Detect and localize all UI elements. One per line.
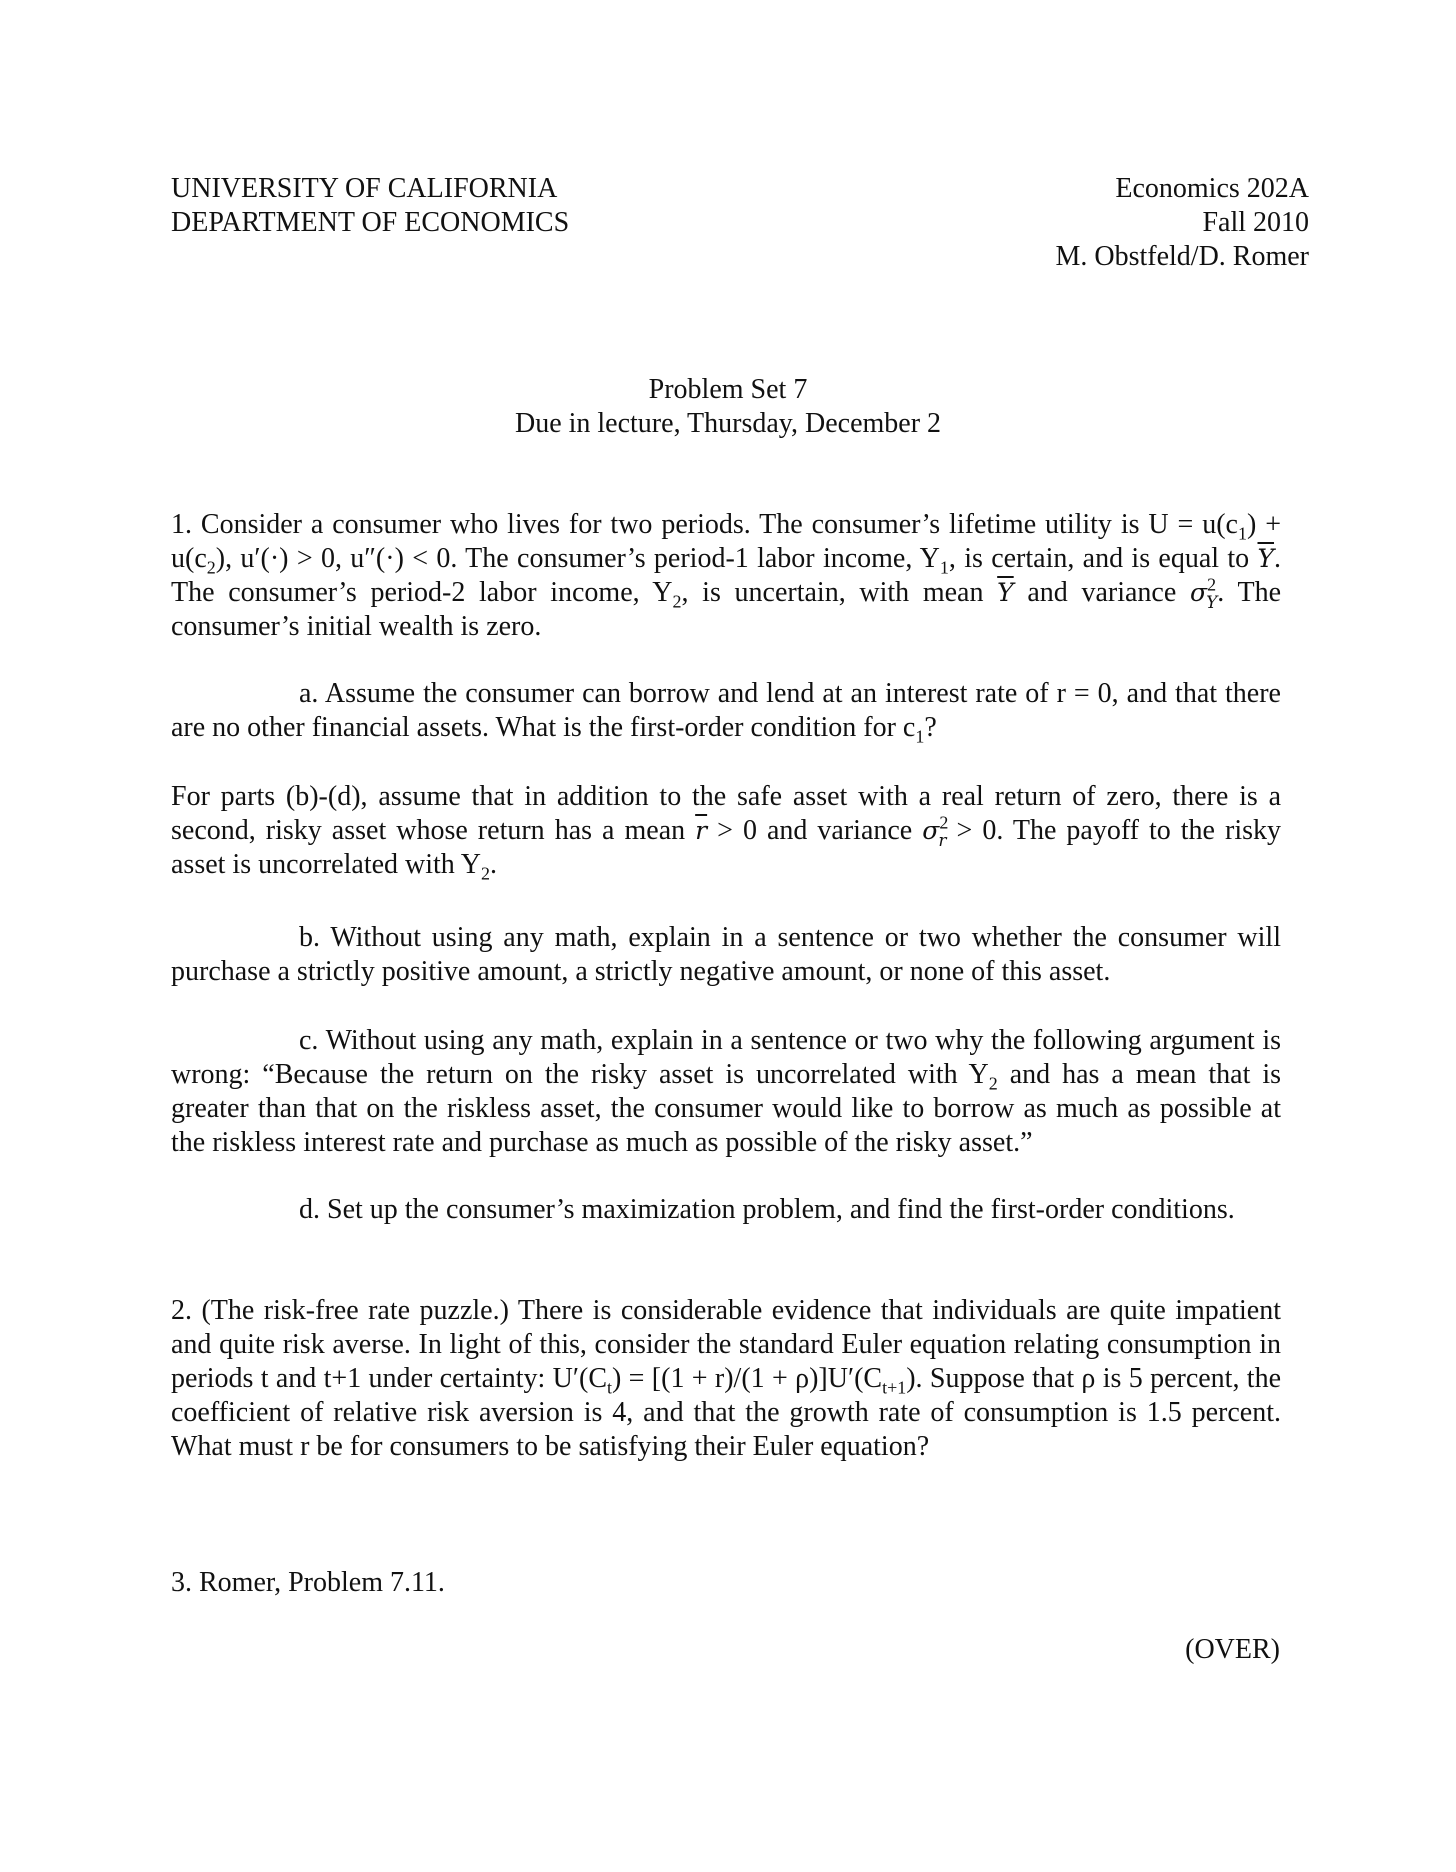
university-name: UNIVERSITY OF CALIFORNIA — [171, 173, 558, 204]
page-footer-over: (OVER) — [1185, 1634, 1280, 1665]
question-1d — [171, 1193, 1281, 1227]
course-name: Economics 202A — [1115, 173, 1309, 204]
question-1c — [171, 1024, 1281, 1160]
header-right — [1055, 172, 1309, 274]
department-name: DEPARTMENT OF ECONOMICS — [171, 207, 570, 238]
question-1a — [171, 677, 1281, 745]
question-3 — [171, 1566, 1281, 1600]
question-2 — [171, 1294, 1281, 1464]
question-3-text: 3. Romer, Problem 7.11. — [171, 1567, 445, 1598]
due-date: Due in lecture, Thursday, December 2 — [514, 408, 942, 439]
question-1b-text: b. Without using any math, explain in a sentence or two whether the consumer will purchase a strictly positive amount, a strictly negative amount, or none of this asset. — [171, 922, 1281, 987]
question-1d-text: d. Set up the consumer’s maximization problem, and find the first-order conditions. — [299, 1194, 1235, 1225]
instructors: M. Obstfeld/D. Romer — [1055, 241, 1309, 272]
title-block — [0, 373, 1456, 441]
question-1-intro — [171, 780, 1281, 882]
question-1-intro-text: For parts (b)-(d), assume that in addition to the safe asset with a real return of zero, there is a second, risky asset whose return has a mean $\overline{r} > 0$ and variance $\sigma^2_r > 0$. The payoff to the risky asset is uncorrelated with $Y_2$. — [171, 781, 1282, 884]
question-1-text: 1. Consider a consumer who lives for two periods. The consumer’s lifetime utility is $U = u(c_1) + u(c_2)$, u′(·) > 0, u″(·) < 0. The consumer’s period-1 labor income, $Y_1$, is certain, and is equal to $\overline{Y}$. The consumer’s period-2 labor income, $Y_2$, is uncertain, with mean $\overline{Y}$ and variance $\sigma^2_Y$. The consumer’s initial wealth is zero. — [171, 509, 1282, 642]
question-1b — [171, 921, 1281, 989]
header-left — [171, 172, 569, 240]
term: Fall 2010 — [1202, 207, 1309, 238]
question-1 — [171, 508, 1281, 644]
page-title: Problem Set 7 — [648, 374, 808, 405]
question-1c-text: c. Without using any math, explain in a sentence or two why the following argument is wrong: “Because the return on the risky asset is uncorrelated with $Y_2$ and has a mean that is greater than that on the riskless asset, the consumer would like to borrow as much as possible at the riskless interest rate and purchase as much as possible of the risky asset.” — [171, 1025, 1281, 1158]
question-2-text: 2. (The risk-free rate puzzle.) There is considerable evidence that individuals are quite impatient and quite risk averse. In light of this, consider the standard Euler equation relating consumption in periods t and t+1 under certainty: $U'(C_t) = [(1 + r)/(1 + \rho)]U'(C_{t+1})$. Suppose that ρ is 5 percent, the coefficient of relative risk aversion is 4, and that the growth rate of consumption is 1.5 percent. What must r be for consumers to be satisfying their Euler equation? — [171, 1295, 1281, 1462]
question-1a-text: a. Assume the consumer can borrow and lend at an interest rate of r = 0, and that there are no other financial assets. What is the first-order condition for $c_1$? — [171, 678, 1281, 747]
